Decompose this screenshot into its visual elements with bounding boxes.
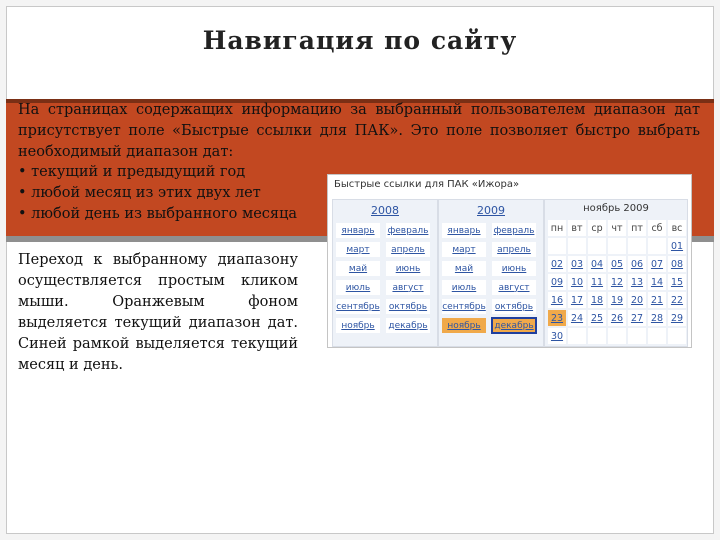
month-link[interactable]: июль <box>335 279 381 296</box>
month-link[interactable]: октябрь <box>385 298 431 315</box>
year-link-2008[interactable]: 2008 <box>371 204 399 217</box>
weekday-header: ср <box>588 220 606 236</box>
weekday-header: чт <box>608 220 626 236</box>
month-link[interactable]: январь <box>335 222 381 239</box>
day-link[interactable]: 02 <box>548 256 566 272</box>
day-link[interactable]: 13 <box>628 274 646 290</box>
year-panel-2009 <box>438 199 544 347</box>
days-grid <box>548 220 686 344</box>
day-link[interactable]: 18 <box>588 292 606 308</box>
bullet-item: • любой месяц из этих двух лет <box>18 185 261 201</box>
bullet-item: • текущий и предыдущий год <box>18 164 246 180</box>
month-link[interactable]: февраль <box>491 222 537 239</box>
weekday-header: пн <box>548 220 566 236</box>
empty-day-cell <box>568 328 586 344</box>
month-link[interactable]: май <box>335 260 381 277</box>
empty-day-cell <box>548 238 566 254</box>
day-link[interactable]: 17 <box>568 292 586 308</box>
year-panel-2008 <box>332 199 438 347</box>
quick-links-widget <box>327 174 692 348</box>
weekday-header: пт <box>628 220 646 236</box>
month-link[interactable]: февраль <box>385 222 431 239</box>
months-grid-2008 <box>335 222 431 334</box>
empty-day-cell <box>568 238 586 254</box>
empty-day-cell <box>648 238 666 254</box>
day-link[interactable]: 12 <box>608 274 626 290</box>
day-link[interactable]: 11 <box>588 274 606 290</box>
bullet-list <box>18 162 318 225</box>
empty-day-cell <box>588 238 606 254</box>
empty-day-cell <box>648 328 666 344</box>
day-link[interactable]: 10 <box>568 274 586 290</box>
empty-day-cell <box>628 328 646 344</box>
day-link[interactable]: 29 <box>668 310 686 326</box>
calendar-panel <box>544 199 688 347</box>
day-link[interactable]: 04 <box>588 256 606 272</box>
day-link[interactable]: 09 <box>548 274 566 290</box>
weekday-header: вт <box>568 220 586 236</box>
year-link-2009[interactable]: 2009 <box>477 204 505 217</box>
day-link[interactable]: 23 <box>548 310 566 326</box>
month-link[interactable]: декабрь <box>491 317 537 334</box>
weekday-header: сб <box>648 220 666 236</box>
day-link[interactable]: 15 <box>668 274 686 290</box>
page-title: Навигация по сайту <box>202 26 518 55</box>
month-link[interactable]: октябрь <box>491 298 537 315</box>
day-link[interactable]: 08 <box>668 256 686 272</box>
month-link[interactable]: апрель <box>385 241 431 258</box>
intro-paragraph: На страницах содержащих информацию за выбранный пользователем диапазон дат присутствует поле «Быстрые ссылки для ПАК». Это поле позволяет быстро выбрать необходимый диапазон дат: <box>18 102 700 160</box>
day-link[interactable]: 27 <box>628 310 646 326</box>
month-link[interactable]: июль <box>441 279 487 296</box>
month-link[interactable]: август <box>491 279 537 296</box>
widget-title: Быстрые ссылки для ПАК «Ижора» <box>334 179 520 190</box>
months-grid-2009 <box>441 222 537 334</box>
intro-text <box>18 100 700 163</box>
day-link[interactable]: 14 <box>648 274 666 290</box>
month-link[interactable]: август <box>385 279 431 296</box>
weekday-header: вс <box>668 220 686 236</box>
month-link[interactable]: июнь <box>385 260 431 277</box>
day-link[interactable]: 25 <box>588 310 606 326</box>
day-link[interactable]: 20 <box>628 292 646 308</box>
empty-day-cell <box>668 328 686 344</box>
empty-day-cell <box>608 328 626 344</box>
day-link[interactable]: 22 <box>668 292 686 308</box>
bullet-item: • любой день из выбранного месяца <box>18 206 298 222</box>
day-link[interactable]: 05 <box>608 256 626 272</box>
day-link[interactable]: 26 <box>608 310 626 326</box>
empty-day-cell <box>608 238 626 254</box>
calendar-title: ноябрь 2009 <box>583 203 649 214</box>
month-link[interactable]: январь <box>441 222 487 239</box>
month-link[interactable]: апрель <box>491 241 537 258</box>
day-link[interactable]: 03 <box>568 256 586 272</box>
day-link[interactable]: 06 <box>628 256 646 272</box>
day-link[interactable]: 24 <box>568 310 586 326</box>
month-link[interactable]: декабрь <box>385 317 431 334</box>
day-link[interactable]: 30 <box>548 328 566 344</box>
day-link[interactable]: 01 <box>668 238 686 254</box>
day-link[interactable]: 19 <box>608 292 626 308</box>
empty-day-cell <box>588 328 606 344</box>
day-link[interactable]: 28 <box>648 310 666 326</box>
day-link[interactable]: 21 <box>648 292 666 308</box>
month-link[interactable]: март <box>335 241 381 258</box>
month-link[interactable]: март <box>441 241 487 258</box>
month-link[interactable]: сентябрь <box>335 298 381 315</box>
month-link[interactable]: ноябрь <box>441 317 487 334</box>
month-link[interactable]: сентябрь <box>441 298 487 315</box>
description-paragraph: Переход к выбранному диапазону осуществляется простым кликом мыши. Оранжевым фоном выделяется текущий диапазон дат. Синей рамкой выделяется текущий месяц и день. <box>18 252 298 373</box>
month-link[interactable]: ноябрь <box>335 317 381 334</box>
day-link[interactable]: 16 <box>548 292 566 308</box>
month-link[interactable]: май <box>441 260 487 277</box>
day-link[interactable]: 07 <box>648 256 666 272</box>
month-link[interactable]: июнь <box>491 260 537 277</box>
empty-day-cell <box>628 238 646 254</box>
